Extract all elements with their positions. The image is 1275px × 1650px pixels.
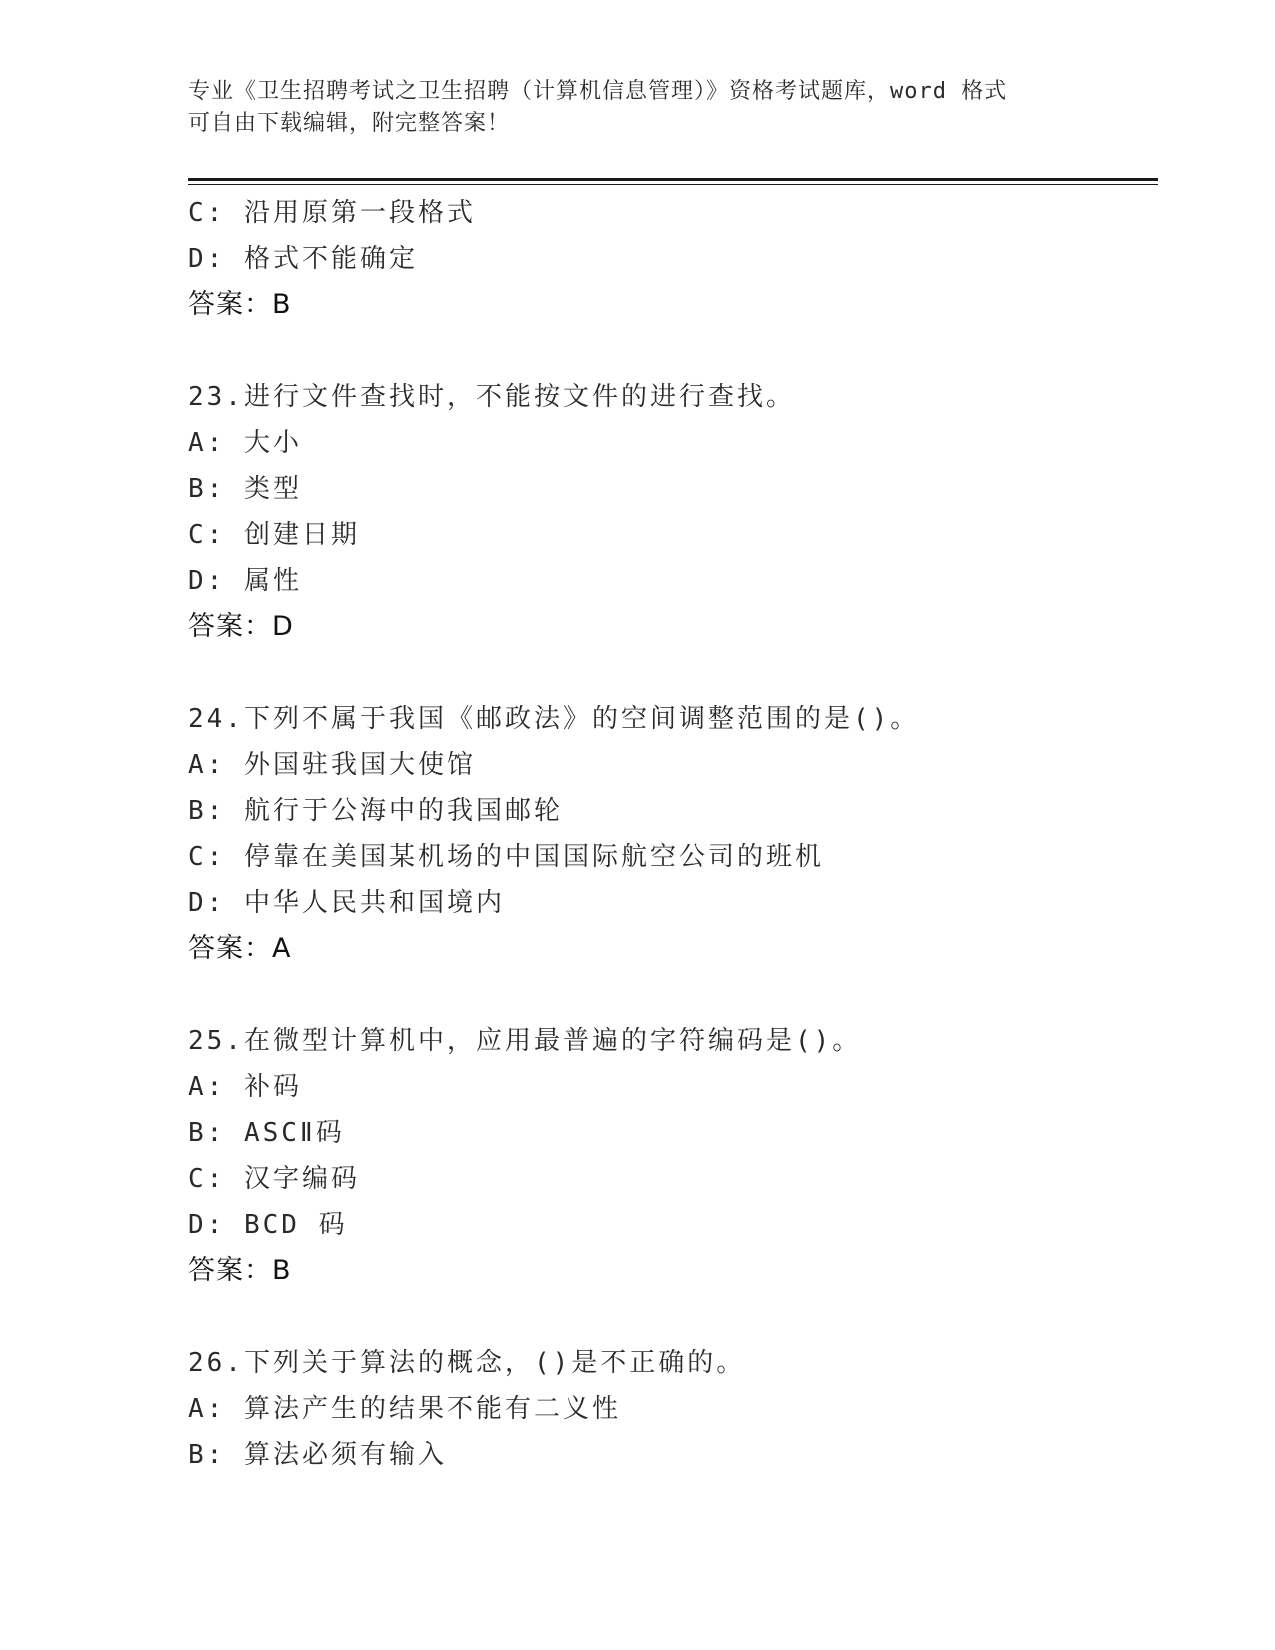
question-24 — [188, 696, 1158, 972]
answer-label: 答案：B — [188, 289, 292, 320]
header-divider-thin — [188, 184, 1158, 185]
question-text: 25.在微型计算机中，应用最普遍的字符编码是()。 — [188, 1026, 862, 1056]
option-d: D: BCD 码 — [188, 1210, 348, 1240]
option-c: C: 沿用原第一段格式 — [188, 198, 476, 228]
document-header — [188, 76, 1068, 140]
option-d: D: 中华人民共和国境内 — [188, 888, 505, 918]
spacer — [188, 1294, 1158, 1340]
option-d: D: 格式不能确定 — [188, 244, 418, 274]
question-text: 24.下列不属于我国《邮政法》的空间调整范围的是()。 — [188, 704, 920, 734]
spacer — [188, 650, 1158, 696]
header-line-2: 可自由下载编辑，附完整答案！ — [188, 111, 511, 136]
question-25 — [188, 1018, 1158, 1294]
spacer — [188, 972, 1158, 1018]
question-text: 26.下列关于算法的概念，()是不正确的。 — [188, 1348, 746, 1378]
option-a: A: 补码 — [188, 1072, 302, 1102]
question-text: 23.进行文件查找时，不能按文件的进行查找。 — [188, 382, 795, 412]
header-line-1: 专业《卫生招聘考试之卫生招聘（计算机信息管理）》资格考试题库，word 格式 — [188, 79, 1008, 104]
option-a: A: 算法产生的结果不能有二义性 — [188, 1394, 621, 1424]
option-d: D: 属性 — [188, 566, 302, 596]
spacer — [188, 328, 1158, 374]
header-divider-thick — [188, 178, 1158, 181]
answer-label: 答案：B — [188, 1255, 292, 1286]
question-22-partial — [188, 190, 1158, 328]
option-c: C: 停靠在美国某机场的中国国际航空公司的班机 — [188, 842, 824, 872]
question-26 — [188, 1340, 1158, 1478]
option-a: A: 大小 — [188, 428, 302, 458]
option-b: B: 类型 — [188, 474, 302, 504]
option-b: B: 算法必须有输入 — [188, 1440, 447, 1470]
option-b: B: 航行于公海中的我国邮轮 — [188, 796, 563, 826]
option-b: B: ASCⅡ码 — [188, 1118, 345, 1148]
option-c: C: 创建日期 — [188, 520, 360, 550]
question-23 — [188, 374, 1158, 650]
option-a: A: 外国驻我国大使馆 — [188, 750, 476, 780]
question-list — [188, 190, 1158, 1478]
option-c: C: 汉字编码 — [188, 1164, 360, 1194]
answer-label: 答案：D — [188, 611, 294, 642]
answer-label: 答案：A — [188, 933, 292, 964]
